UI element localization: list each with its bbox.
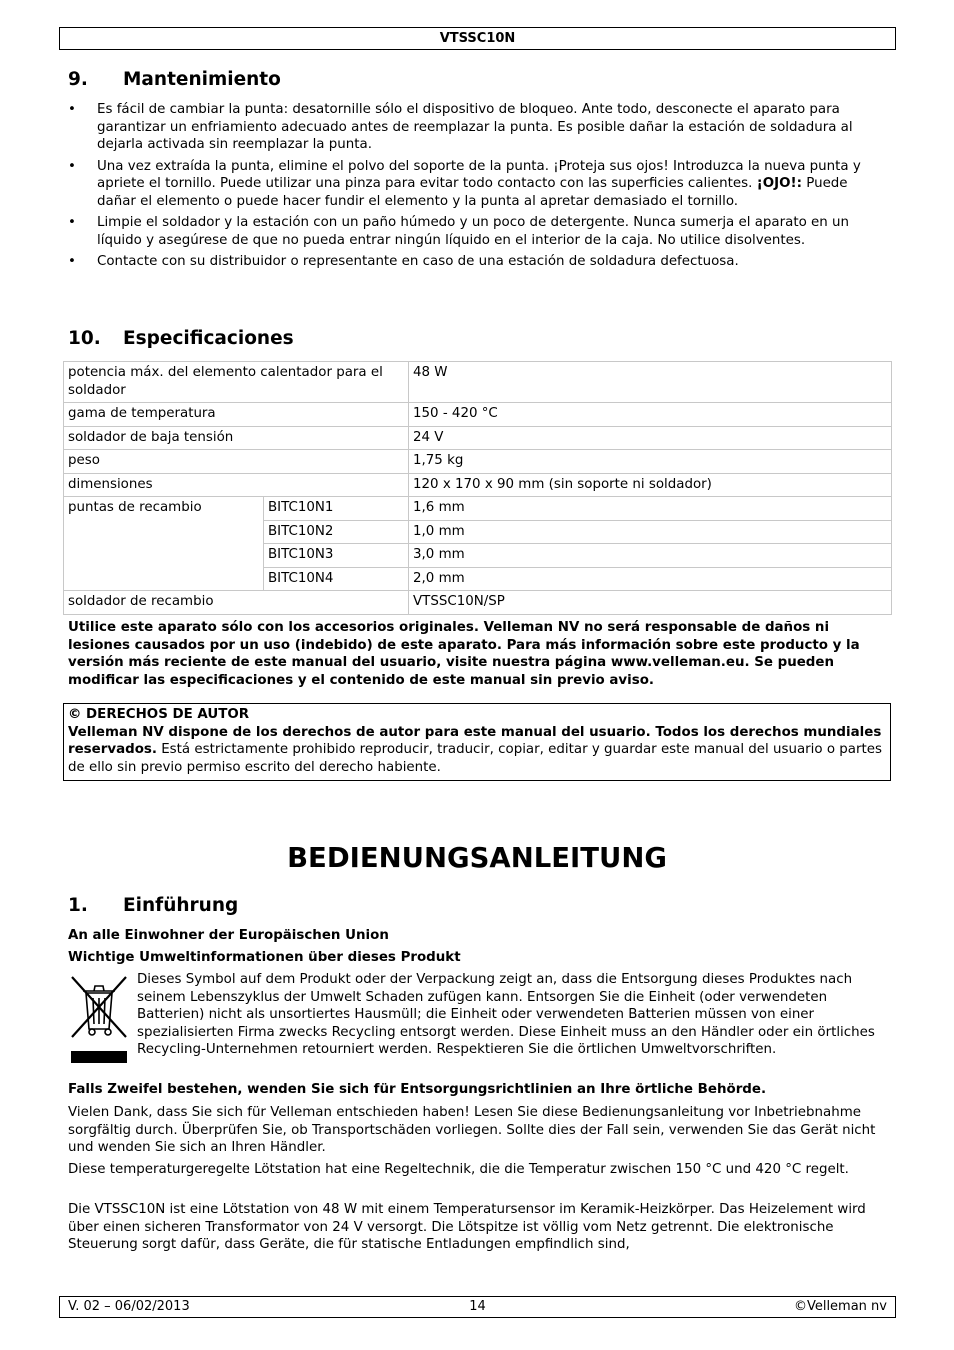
table-row (64, 473, 892, 497)
footer-version: V. 02 – 06/02/2013 (68, 1299, 190, 1314)
description-paragraph: Die VTSSC10N ist eine Lötstation von 48 W mit einem Temperatursensor im Keramik-Heizkörper. Das Heizelement wird über einen sicheren Transformator von 24 V versorgt. Die Lötspitze ist völlig vom Netz getrennt. Die elektronische Steuerung sorgt dafür, dass Geräte, die für statische Entladungen empfindlich sind, (68, 1202, 866, 1252)
page-footer (59, 1296, 896, 1318)
section-10-title: Especificaciones (123, 328, 294, 349)
table-row (64, 450, 892, 474)
spec-label: dimensiones (64, 473, 409, 497)
manual-title: BEDIENUNGSANLEITUNG (287, 842, 667, 874)
tip-code: BITC10N1 (264, 497, 409, 521)
warning-label: ¡OJO!: (756, 176, 802, 191)
eu-heading: An alle Einwohner der Europäischen Union (68, 928, 389, 943)
header-model: VTSSC10N (439, 31, 516, 46)
specifications-table (63, 361, 892, 615)
maintenance-list (68, 101, 888, 275)
table-row (64, 591, 892, 615)
section-1-number: 1. (68, 895, 88, 916)
accessories-notice: Utilice este aparato sólo con los accesorios originales. Velleman NV no será responsable de daños ni lesiones causados por un uso (indebido) de este aparato. Para más información sobre este producto y la versión más reciente de este manual del usuario, visite nuestra página www.velleman.eu. Se pueden modificar las especificaciones y el contenido de este manual sin previo aviso. (68, 620, 860, 688)
section-9-number: 9. (68, 69, 88, 90)
environment-heading: Wichtige Umweltinformationen über dieses Produkt (68, 950, 461, 965)
temperature-paragraph: Diese temperaturgeregelte Lötstation hat eine Regeltechnik, die die Temperatur zwischen 150 °C und 420 °C regelt. (68, 1162, 849, 1177)
copyright-text: Está estrictamente prohibido reproducir, traducir, copiar, editar y guardar este manual del usuario o partes de ello sin previo permiso escrito del derecho habiente. (68, 742, 882, 775)
crossed-out-wheelie-bin-icon (68, 971, 130, 1067)
spec-label: gama de temperatura (64, 403, 409, 427)
copyright-title: © DERECHOS DE AUTOR (68, 707, 250, 722)
tip-code: BITC10N2 (264, 520, 409, 544)
footer-page-number: 14 (469, 1299, 486, 1314)
spec-value: 24 V (409, 426, 892, 450)
table-row (64, 426, 892, 450)
tip-size: 1,0 mm (409, 520, 892, 544)
list-item-text: Limpie el soldador y la estación con un paño húmedo y un poco de detergente. Nunca sumerja el aparato en un líquido y asegúrese de que no pueda entrar ningún líquido en el interior de la caja. No utilice disolventes. (97, 215, 850, 248)
spec-label: puntas de recambio (64, 497, 264, 591)
section-1-title: Einführung (123, 895, 239, 916)
list-item-text: Puede dañar el elemento o puede hacer fundir el elemento y la punta al apretar demasiado el tornillo. (97, 176, 848, 209)
section-10-number: 10. (68, 328, 101, 349)
section-9-heading (68, 69, 281, 91)
spec-label: soldador de baja tensión (64, 426, 409, 450)
spec-label: soldador de recambio (64, 591, 409, 615)
section-9-title: Mantenimiento (123, 69, 281, 90)
list-item-text: Contacte con su distribuidor o representante en caso de una estación de soldadura defectuosa. (97, 254, 739, 269)
list-item (68, 214, 888, 249)
tip-size: 2,0 mm (409, 567, 892, 591)
tip-code: BITC10N3 (264, 544, 409, 568)
spec-value: 120 x 170 x 90 mm (sin soporte ni soldador) (409, 473, 892, 497)
tip-size: 1,6 mm (409, 497, 892, 521)
list-item (68, 101, 888, 154)
weee-text: Dieses Symbol auf dem Produkt oder der Verpackung zeigt an, dass die Entsorgung dieses Produktes nach seinem Lebenszyklus der Umwelt Schaden zufügen kann. Entsorgen Sie die Einheit (oder verwendeten Batterien) nicht als unsortiertes Hausmüll; die Einheit oder verwendeten Batterien müssen von einer spezialisierten Firma zwecks Recycling entsorgt werden. Diese Einheit muss an den Händler oder ein örtliches Recycling-Unternehmen retourniert werden. Respektieren Sie die örtlichen Umweltvorschriften. (137, 972, 875, 1057)
spec-label: potencia máx. del elemento calentador para el soldador (64, 362, 409, 403)
spec-label: peso (64, 450, 409, 474)
list-item (68, 158, 888, 211)
section-10-heading (68, 328, 294, 350)
list-item-text: Es fácil de cambiar la punta: desatornille sólo el dispositivo de bloqueo. Ante todo, desconecte el aparato para garantizar un enfriamiento adecuado antes de reemplazar la punta. Es posible dañar la estación de soldadura al dejarla activada sin reemplazar la punta. (97, 102, 853, 152)
table-row (64, 403, 892, 427)
copyright-box (63, 703, 891, 781)
section-1-heading (68, 895, 238, 917)
disposal-doubt-notice: Falls Zweifel bestehen, wenden Sie sich für Entsorgungsrichtlinien an Ihre örtliche Behörde. (68, 1082, 767, 1097)
intro-paragraph: Vielen Dank, dass Sie sich für Velleman entschieden haben! Lesen Sie diese Bedienungsanleitung vor Inbetriebnahme sorgfältig durch. Überprüfen Sie, ob Transportschäden vorliegen. Sollte dies der Fall sein, verwenden Sie das Gerät nicht und wenden Sie sich an Ihren Händler. (68, 1105, 876, 1155)
list-item (68, 253, 888, 271)
spec-value: 1,75 kg (409, 450, 892, 474)
spec-value: VTSSC10N/SP (409, 591, 892, 615)
spec-value: 48 W (409, 362, 892, 403)
spec-value: 150 - 420 °C (409, 403, 892, 427)
table-row (64, 497, 892, 521)
tip-size: 3,0 mm (409, 544, 892, 568)
copyright-body (68, 724, 886, 777)
list-item-text: Una vez extraída la punta, elimine el polvo del soporte de la punta. ¡Proteja sus ojos! Introduzca la nueva punta y apriete el tornillo. Puede utilizar una pinza para evitar todo contacto con las superficies calientes. (97, 158, 861, 191)
copyright-bold-text: Velleman NV dispone de los derechos de autor para este manual del usuario. Todos los derechos mundiales reservados. (68, 724, 882, 757)
page-header (59, 27, 896, 50)
tip-code: BITC10N4 (264, 567, 409, 591)
table-row (64, 362, 892, 403)
footer-copyright: ©Velleman nv (793, 1299, 887, 1314)
